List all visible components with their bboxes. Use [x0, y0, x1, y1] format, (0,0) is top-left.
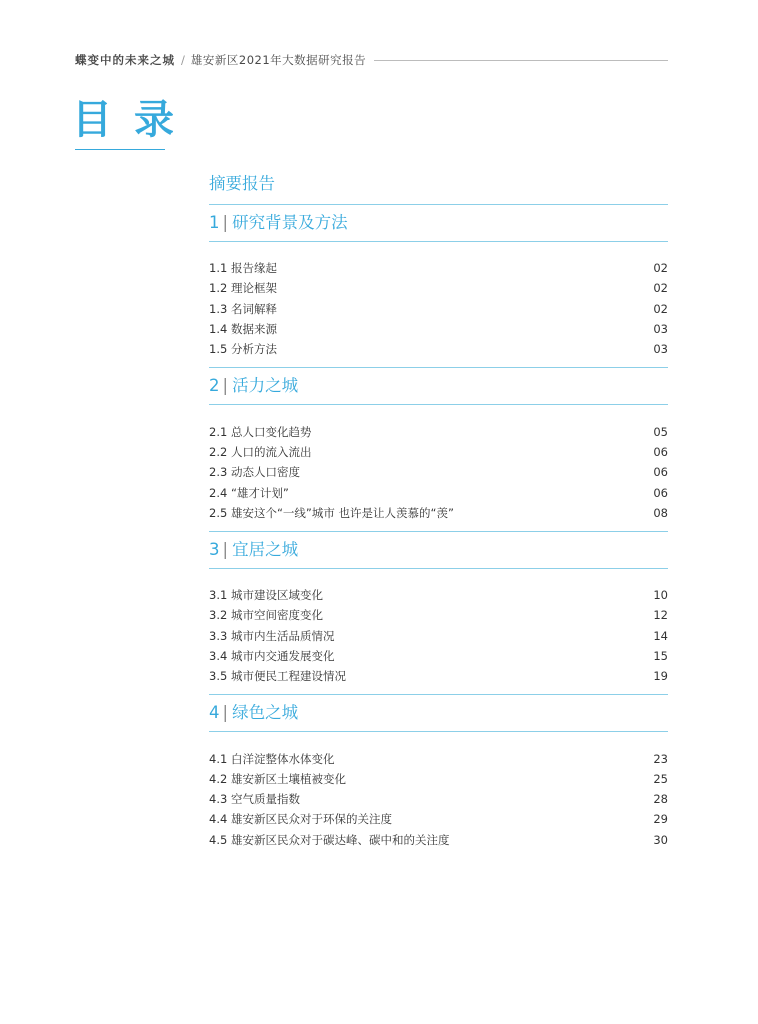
chapter-title: 宜居之城: [232, 539, 299, 559]
toc-entry-page-number: 02: [653, 261, 668, 276]
toc-entry[interactable]: [209, 666, 668, 686]
chapter-divider: |: [222, 539, 229, 559]
toc-entry[interactable]: [209, 482, 668, 502]
toc-entry-page-number: 14: [653, 628, 668, 643]
toc-entry-list: [209, 405, 668, 531]
toc-entry[interactable]: [209, 278, 668, 298]
toc-entry-label: 2.1 总人口变化趋势: [209, 424, 312, 439]
chapter-divider: |: [222, 703, 229, 723]
toc-entry[interactable]: [209, 462, 668, 482]
toc-entry-label: 2.4 “雄才计划”: [209, 485, 289, 500]
chapter-number: 2: [209, 376, 220, 396]
toc-entry-label: 4.5 雄安新区民众对于碳达峰、碳中和的关注度: [209, 832, 450, 847]
page-header: [75, 50, 668, 70]
toc-entry-label: 1.3 名词解释: [209, 301, 277, 316]
toc-entry[interactable]: [209, 421, 668, 441]
toc-entry[interactable]: [209, 789, 668, 809]
toc-chapter-heading[interactable]: [209, 695, 668, 732]
toc-entry-label: 1.4 数据来源: [209, 322, 277, 337]
toc-entry-page-number: 19: [653, 669, 668, 684]
toc-entry-label: 3.1 城市建设区域变化: [209, 588, 323, 603]
toc-entry-page-number: 03: [653, 322, 668, 337]
toc-entry-label: 4.3 空气质量指数: [209, 792, 300, 807]
toc-entry-label: 3.5 城市便民工程建设情况: [209, 669, 346, 684]
toc-entry-page-number: 06: [653, 465, 668, 480]
toc-entry[interactable]: [209, 830, 668, 850]
toc-entry[interactable]: [209, 339, 668, 359]
header-rule: [374, 60, 668, 61]
toc-entry[interactable]: [209, 748, 668, 768]
toc-entry[interactable]: [209, 442, 668, 462]
toc-summary-link[interactable]: 摘要报告: [209, 170, 668, 205]
toc-entry[interactable]: [209, 299, 668, 319]
toc-entry[interactable]: [209, 605, 668, 625]
toc-entry-page-number: 05: [653, 424, 668, 439]
toc-entry-page-number: 10: [653, 588, 668, 603]
toc-entry-page-number: 02: [653, 281, 668, 296]
toc-entry-page-number: 06: [653, 444, 668, 459]
toc-entry-label: 1.5 分析方法: [209, 342, 277, 357]
toc-entry-page-number: 08: [653, 505, 668, 520]
chapter-number: 4: [209, 703, 220, 723]
toc-entry-label: 3.2 城市空间密度变化: [209, 608, 323, 623]
chapter-number: 1: [209, 213, 220, 232]
toc-chapter-heading[interactable]: [209, 205, 668, 242]
chapter-title: 研究背景及方法: [232, 213, 348, 232]
toc-entry-label: 2.5 雄安这个“一线”城市 也许是让人羡慕的“羡”: [209, 505, 454, 520]
toc-entry[interactable]: [209, 626, 668, 646]
toc-chapter-heading[interactable]: [209, 368, 668, 405]
toc-chapter-heading[interactable]: [209, 532, 668, 569]
toc-entry[interactable]: [209, 319, 668, 339]
toc-entry-label: 2.3 动态人口密度: [209, 465, 300, 480]
header-subtitle: 雄安新区2021年大数据研究报告: [190, 53, 367, 67]
header-separator: /: [181, 53, 185, 67]
chapter-number: 3: [209, 539, 220, 559]
toc-entry-list: [209, 732, 668, 857]
toc-entry[interactable]: [209, 646, 668, 666]
toc-entry[interactable]: [209, 258, 668, 278]
chapter-title: 活力之城: [232, 376, 299, 396]
toc-entry[interactable]: [209, 809, 668, 829]
page-title: 目录: [72, 97, 196, 143]
chapter-divider: |: [222, 213, 229, 232]
toc-entry-page-number: 25: [653, 771, 668, 786]
toc-entry-page-number: 29: [653, 812, 668, 827]
title-underline: [75, 149, 165, 150]
toc-entry-page-number: 23: [653, 751, 668, 766]
toc-entry[interactable]: [209, 503, 668, 523]
chapter-title: 绿色之城: [232, 703, 299, 723]
toc-entry-page-number: 30: [653, 832, 668, 847]
toc-entry-list: [209, 242, 668, 368]
toc-entry-page-number: 15: [653, 649, 668, 663]
toc-entry-page-number: 12: [653, 608, 668, 623]
toc-entry-label: 4.2 雄安新区土壤植被变化: [209, 771, 346, 786]
toc-entry-label: 2.2 人口的流入流出: [209, 444, 312, 459]
toc-entry-label: 4.4 雄安新区民众对于环保的关注度: [209, 812, 392, 827]
toc-entry-page-number: 28: [653, 792, 668, 807]
chapter-divider: |: [222, 376, 229, 396]
toc-entry-page-number: 02: [653, 301, 668, 316]
toc-entry-label: 4.1 白洋淀整体水体变化: [209, 751, 335, 766]
table-of-contents: [209, 170, 668, 858]
toc-entry-page-number: 03: [653, 342, 668, 357]
header-brand: 蝶变中的未来之城: [75, 53, 175, 67]
toc-entry-list: [209, 569, 668, 695]
toc-entry-page-number: 06: [653, 485, 668, 500]
toc-entry-label: 3.3 城市内生活品质情况: [209, 628, 335, 643]
toc-entry[interactable]: [209, 769, 668, 789]
toc-entry-label: 1.1 报告缘起: [209, 261, 277, 276]
toc-entry-label: 3.4 城市内交通发展变化: [209, 649, 335, 663]
toc-entry-label: 1.2 理论框架: [209, 281, 277, 296]
toc-entry[interactable]: [209, 585, 668, 605]
